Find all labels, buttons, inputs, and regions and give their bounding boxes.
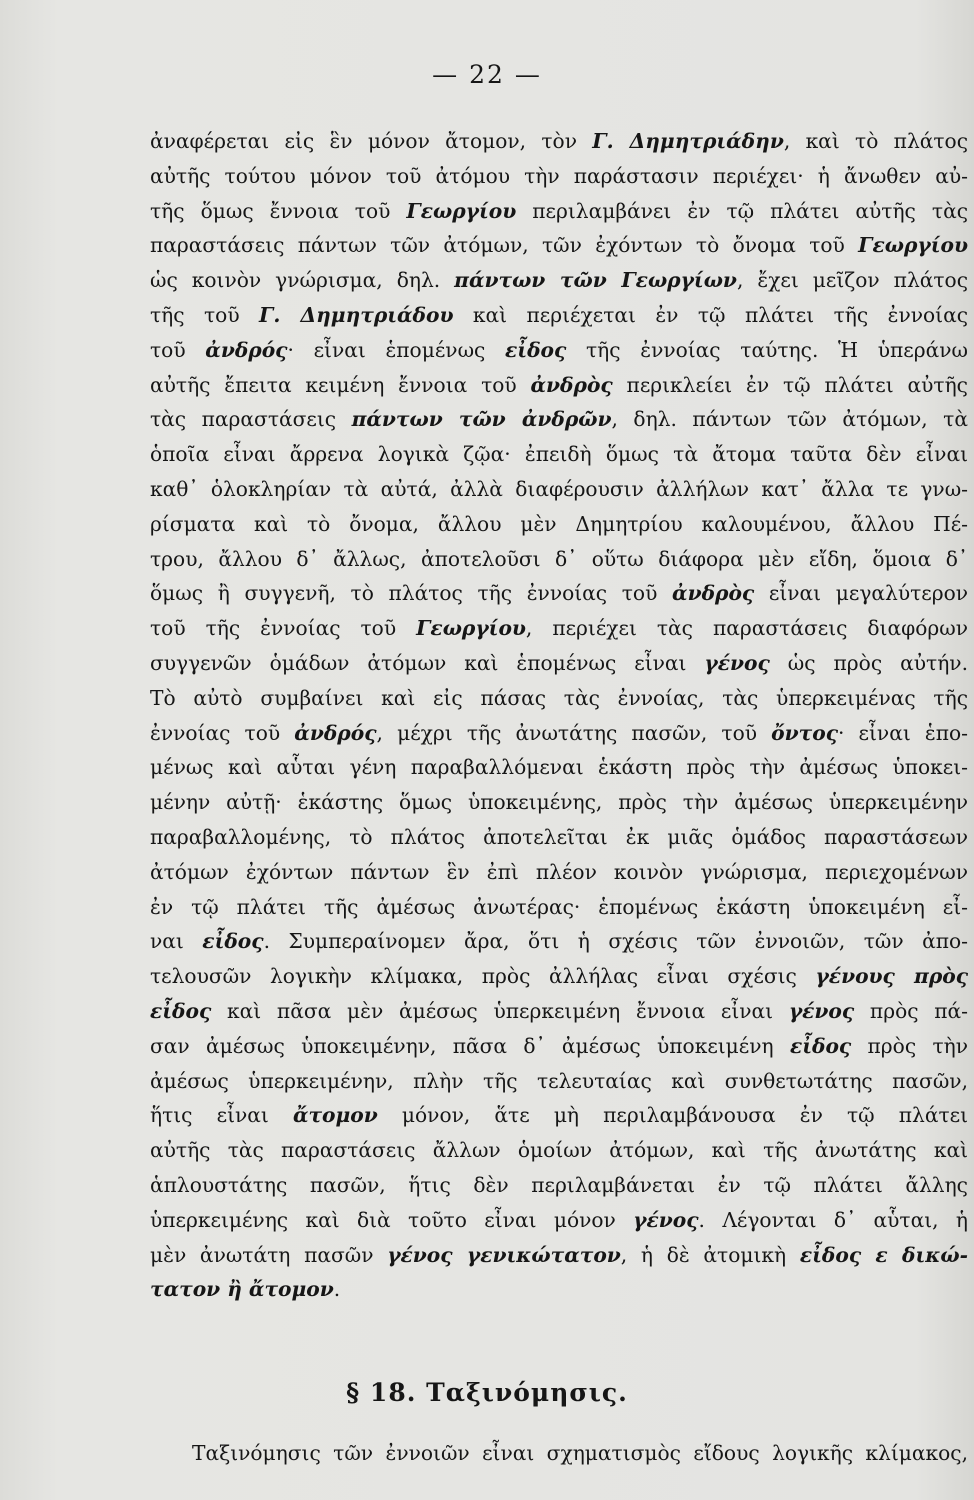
text-segment: ἀμέσως ὑπερκειμένην, πλὴν τῆς τελευταίας καὶ συνθετωτάτης πασῶν, [150, 1068, 968, 1093]
text-segment: ρίσματα καὶ τὸ ὄνομα, ἄλλου μὲν Δημητρίου καλουμένου, ἄλλου Πέ- [150, 511, 968, 536]
text-line [150, 750, 968, 785]
section-heading: § 18. Ταξινόμησις. [346, 1378, 628, 1407]
text-line [150, 1168, 968, 1203]
text-line [150, 228, 968, 263]
text-line [150, 124, 968, 159]
paragraph-text [150, 124, 968, 1307]
text-line [150, 716, 968, 751]
text-line [150, 646, 968, 681]
text-segment: παραβαλλομένης, τὸ πλάτος ἀποτελεῖται ἐκ μιᾶς ὁμάδος παραστάσεων [150, 824, 968, 849]
text-segment: ὡς κοινὸν γνώρισμα, δηλ. [150, 268, 455, 293]
text-segment: . Συμπεραίνομεν ἄρα, ὅτι ἡ σχέσις τῶν ἐννοιῶν, τῶν ἀπο- [263, 929, 968, 954]
text-line [150, 820, 968, 855]
text-line [150, 1272, 968, 1307]
text-segment: ἁπλουστάτης πασῶν, ἥτις δὲν περιλαμβάνεται ἐν τῷ πλάτει ἄλλης [150, 1172, 968, 1197]
text-segment: μὲν ἀνωτάτη πασῶν [150, 1242, 388, 1267]
text-segment: τῆς τοῦ [150, 302, 260, 327]
emphasized-term: ἄτομον [292, 1103, 378, 1128]
text-line [150, 159, 968, 194]
text-segment: τελουσῶν λογικὴν κλίμακα, πρὸς ἀλλήλας εἶναι σχέσις [150, 964, 816, 989]
emphasized-term: γένους πρὸς [815, 964, 968, 989]
text-line [150, 1098, 968, 1133]
text-segment: , ἡ δὲ ἀτομικὴ [620, 1242, 800, 1267]
text-segment: τρου, ἄλλου δ᾿ ἄλλως, ἀποτελοῦσι δ᾿ οὕτω διάφορα μὲν εἴδη, ὅμοια δ᾿ [150, 546, 968, 571]
text-segment: μένην αὐτῇ· ἑκάστης ὅμως ὑποκειμένης, πρὸς τὴν ἀμέσως ὑπερκειμένην [150, 790, 968, 815]
text-segment: , καὶ τὸ πλάτος [783, 129, 968, 153]
text-segment: · εἶναι ἑπομένως [287, 337, 506, 362]
text-segment: ἥτις εἶναι [150, 1103, 293, 1128]
text-line [150, 576, 968, 611]
text-segment: , μέχρι τῆς ἀνωτάτης πασῶν, τοῦ [376, 720, 772, 745]
text-segment: σαν ἀμέσως ὑποκειμένην, πᾶσα δ᾿ ἀμέσως ὑποκειμένη [150, 1033, 790, 1058]
text-segment: περικλείει ἐν τῷ πλάτει αὐτῆς [612, 372, 968, 397]
text-line [150, 959, 968, 994]
text-segment: εἶναι μεγαλύτερον [754, 581, 968, 606]
text-segment: , δηλ. πάντων τῶν ἀτόμων, τὰ [611, 407, 968, 432]
text-line [150, 1238, 968, 1273]
emphasized-term: γένος [633, 1207, 699, 1232]
page-number: — 22 — [432, 60, 542, 89]
text-segment: ὅμως ἢ συγγενῆ, τὸ πλάτος τῆς ἐννοίας τοῦ [150, 581, 673, 606]
text-segment: πρὸς πά- [854, 998, 968, 1023]
emphasized-term: γένος [788, 998, 855, 1023]
text-segment: μόνον, ἅτε μὴ περιλαμβάνουσα ἐν τῷ πλάτει [377, 1103, 968, 1128]
text-segment: , ἔχει μεῖζον πλάτος [736, 268, 968, 293]
emphasized-term: εἶδος [789, 1033, 852, 1058]
emphasized-term: Γεωργίου [406, 198, 517, 223]
emphasized-term: εἶδος ε δικώ- [799, 1242, 968, 1267]
text-segment: . [333, 1277, 341, 1302]
emphasized-term: εἶδος [505, 337, 567, 362]
text-segment: · εἶναι ἑπο- [837, 720, 968, 745]
text-segment: παραστάσεις πάντων τῶν ἀτόμων, τῶν ἐχόντων τὸ ὄνομα τοῦ [150, 233, 859, 258]
emphasized-term: Γ. Δημητριάδου [259, 302, 454, 327]
emphasized-term: Γ. Δημητριάδην [592, 129, 784, 153]
text-segment: συγγενῶν ὁμάδων ἀτόμων καὶ ἑπομένως εἶναι [150, 650, 705, 675]
text-segment: ἀναφέρεται εἰς ἓν μόνον ἄτομον, τὸν [150, 129, 593, 153]
emphasized-term: Γεωργίου [416, 616, 526, 641]
text-line [150, 333, 968, 368]
text-line [150, 1203, 968, 1238]
text-segment: τῆς ἐννοίας ταύτης. Ἡ ὑπεράνω [566, 337, 968, 362]
text-segment: ὑπερκειμένης καὶ διὰ τοῦτο εἶναι μόνον [150, 1207, 634, 1232]
text-segment: , περιέχει τὰς παραστάσεις διαφόρων [525, 616, 968, 641]
emphasized-term: ὄντος [771, 720, 838, 745]
text-segment: ὡς πρὸς αὐτήν. [769, 650, 968, 675]
emphasized-term: ἀνδρὸς [672, 581, 755, 606]
text-segment: . Λέγονται δ᾿ αὗται, ἡ [698, 1207, 968, 1232]
emphasized-term: ἀνδρός [294, 720, 377, 745]
text-line [150, 472, 968, 507]
text-line [150, 1029, 968, 1064]
text-line [150, 263, 968, 298]
text-segment: αὐτῆς ἔπειτα κειμένη ἔννοια τοῦ [150, 372, 531, 397]
text-segment: Τὸ αὐτὸ συμβαίνει καὶ εἰς πάσας τὰς ἐννοίας, τὰς ὑπερκειμένας τῆς [150, 685, 968, 710]
emphasized-term: εἶδος [150, 998, 212, 1023]
text-line [150, 890, 968, 925]
text-line [150, 611, 968, 646]
text-segment: ἀτόμων ἐχόντων πάντων ἓν ἐπὶ πλέον κοινὸν γνώρισμα, περιεχομένων [150, 859, 968, 884]
text-segment: καὶ περιέχεται ἐν τῷ πλάτει τῆς ἐννοίας [453, 302, 968, 327]
text-line [150, 681, 968, 716]
text-segment: ναι [150, 929, 203, 954]
text-segment: τῆς ὅμως ἔννοια τοῦ [150, 198, 407, 223]
text-line [150, 402, 968, 437]
emphasized-term: πάντων τῶν ἀνδρῶν [351, 407, 612, 432]
text-line [150, 785, 968, 820]
emphasized-term: εἶδος [202, 929, 264, 954]
text-line [150, 542, 968, 577]
text-segment: καὶ πᾶσα μὲν ἀμέσως ὑπερκειμένη ἔννοια εἶναι [211, 998, 789, 1023]
text-line [150, 437, 968, 472]
text-line [150, 994, 968, 1029]
text-segment: καθ᾿ ὁλοκληρίαν τὰ αὐτά, ἀλλὰ διαφέρουσιν ἀλλήλων κατ᾿ ἄλλα τε γνω- [150, 476, 968, 501]
text-segment: αὐτῆς τούτου μόνον τοῦ ἀτόμου τὴν παράστασιν περιέχει· ἡ ἄνωθεν αὐ- [150, 163, 968, 188]
section-first-line: Ταξινόμησις τῶν ἐννοιῶν εἶναι σχηματισμὸς εἴδους λογικῆς κλίμακος, [192, 1441, 968, 1465]
text-segment: μένως καὶ αὗται γένη παραβαλλόμεναι ἑκάστη πρὸς τὴν ἀμέσως ὑποκει- [150, 755, 968, 780]
text-segment: τοῦ [150, 337, 206, 362]
emphasized-term: γένος [704, 650, 770, 675]
text-line [150, 1064, 968, 1099]
text-segment: ἐν τῷ πλάτει τῆς ἀμέσως ἀνωτέρας· ἑπομένως ἑκάστη ὑποκειμένη εἶ- [150, 894, 968, 919]
text-line [150, 507, 968, 542]
text-segment: τὰς παραστάσεις [150, 407, 352, 432]
text-segment: ἐννοίας τοῦ [150, 720, 295, 745]
text-line [150, 855, 968, 890]
text-segment: αὐτῆς τὰς παραστάσεις ἄλλων ὁμοίων ἀτόμων, καὶ τῆς ἀνωτάτης καὶ [150, 1138, 968, 1163]
text-line [150, 1133, 968, 1168]
emphasized-term: γένος γενικώτατον [387, 1242, 621, 1267]
text-segment: τοῦ τῆς ἐννοίας τοῦ [150, 616, 417, 641]
text-segment: πρὸς τὴν [851, 1033, 968, 1058]
emphasized-term: ἀνδρὸς [530, 372, 613, 397]
text-line [150, 368, 968, 403]
emphasized-term: πάντων τῶν Γεωργίων [454, 268, 737, 293]
text-line [150, 298, 968, 333]
emphasized-term: ἀνδρός [205, 337, 288, 362]
text-line [150, 924, 968, 959]
emphasized-term: Γεωργίου [858, 233, 968, 258]
emphasized-term: τατον ἢ ἄτομον [150, 1277, 334, 1302]
text-segment: ὁποῖα εἶναι ἄρρενα λογικὰ ζῷα· ἐπειδὴ ὅμως τὰ ἄτομα ταῦτα δὲν εἶναι [150, 442, 968, 467]
text-line [150, 194, 968, 229]
text-segment: περιλαμβάνει ἐν τῷ πλάτει αὐτῆς τὰς [516, 198, 968, 223]
